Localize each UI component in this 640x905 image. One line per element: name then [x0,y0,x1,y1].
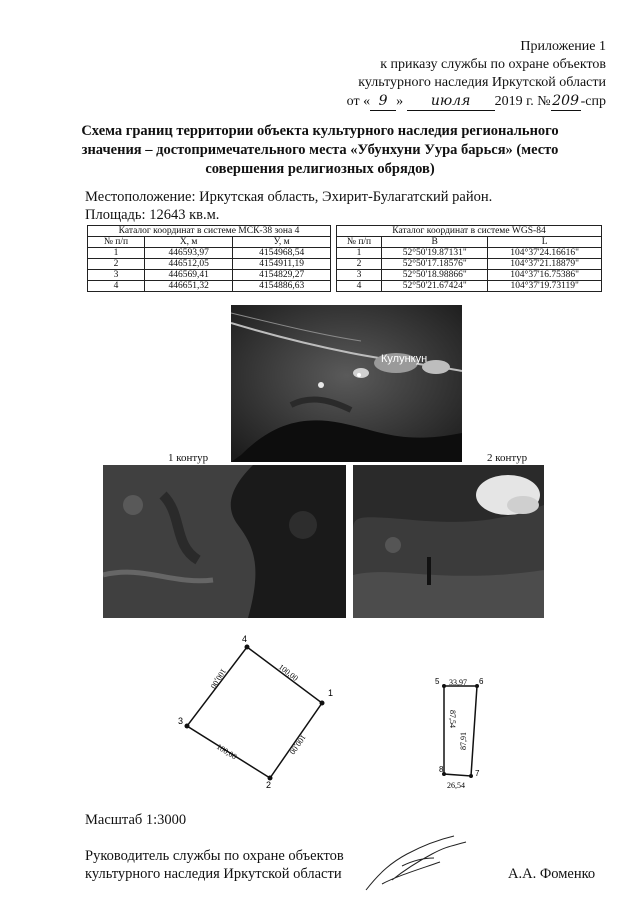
appendix-header [347,38,606,111]
wgs-header-l: L [488,237,602,248]
table-row: 4 52°50'21.67424" 104°37'19.73119" [337,281,602,292]
appendix-line3: культурного наследия Иркутской области [358,75,606,90]
plan-point-4 [245,645,250,650]
scale-text: Масштаб 1:3000 [85,812,187,828]
table-row: 4 446651,32 4154886,63 [88,281,331,292]
contour1-plan [170,630,340,790]
msk-header-x: X, м [144,237,232,248]
table-row: 3 446569,41 4154829,27 [88,270,331,281]
msk-header-num: № п/п [88,237,145,248]
wgs-header-num: № п/п [337,237,382,248]
signature [362,832,472,894]
overview-satellite-map [231,305,462,462]
overview-map-image [231,305,462,462]
side-label-6-7: 87,91 [459,732,468,750]
side-label-2-3: 100,00 [214,742,239,762]
order-date-line: от « 9 » июля 2019 г. № 209 -спр [346,93,606,109]
signatory-title: Руководитель службы по охране объектов культурного наследия Иркутской области [85,848,344,882]
table-row: 2 446512,05 4154911,19 [88,259,331,270]
overview-place-label: Кулункун [381,353,428,365]
signatory-name: А.А. Фоменко [508,866,596,882]
table-row: 1 52°50'19.87131" 104°37'24.16616" [337,248,602,259]
side-label-5-6: 33,97 [449,678,467,687]
plan-point-1 [320,701,325,706]
table-row: 2 52°50'17.18576" 104°37'21.18879" [337,259,602,270]
order-number: 209 [552,93,579,109]
plan-point-7 [469,774,473,778]
contour1-map-image [103,465,346,618]
side-label-8-5: 87,54 [448,710,457,728]
document-title: Схема границ территории объекта культурного наследия регионального значения – достопримечательного места «Убунхуни Уура барься» (место совершения религиозных обрядов) [81,123,559,177]
contour1-label: 1 контур [168,452,209,464]
side-label-1-2: 100,00 [287,732,308,757]
point-label-7: 7 [475,769,480,778]
point-label-6: 6 [479,677,484,686]
wgs-header-b: B [382,237,488,248]
area-text: Площадь: 12643 кв.м. [85,207,220,223]
contour1-satellite-map [103,465,346,618]
order-day: 9 [370,92,396,111]
appendix-line2: к приказу службы по охране объектов [380,57,606,72]
point-label-1: 1 [328,688,334,698]
point-label-4: 4 [242,634,248,644]
plan-point-3 [185,724,190,729]
msk-header-y: У, м [233,237,331,248]
plan-point-5 [442,684,446,688]
wgs-coordinate-table [336,225,602,292]
contour2-label: 2 контур [487,452,528,464]
msk-table-caption: Каталог координат в системе МСК-38 зона 4 [88,226,331,237]
wgs-table-caption: Каталог координат в системе WGS-84 [337,226,602,237]
contour2-satellite-map [353,465,544,618]
side-label-4-1: 100,00 [276,662,300,683]
location-text: Местоположение: Иркутская область, Эхирит-Булагатский район. [85,189,493,205]
table-row: 1 446593,97 4154968,54 [88,248,331,259]
point-label-3: 3 [178,716,184,726]
point-label-5: 5 [435,677,440,686]
appendix-line1: Приложение 1 [520,39,606,54]
order-month: июля [407,92,495,111]
side-label-7-8: 26,54 [447,781,465,790]
table-row: 3 52°50'18.98866" 104°37'16.75386" [337,270,602,281]
contour2-plan [425,672,495,794]
msk-coordinate-table [87,225,331,292]
point-label-8: 8 [439,765,444,774]
point-label-2: 2 [266,780,272,790]
contour2-map-image [353,465,544,618]
side-label-3-4: 100,00 [208,666,228,691]
